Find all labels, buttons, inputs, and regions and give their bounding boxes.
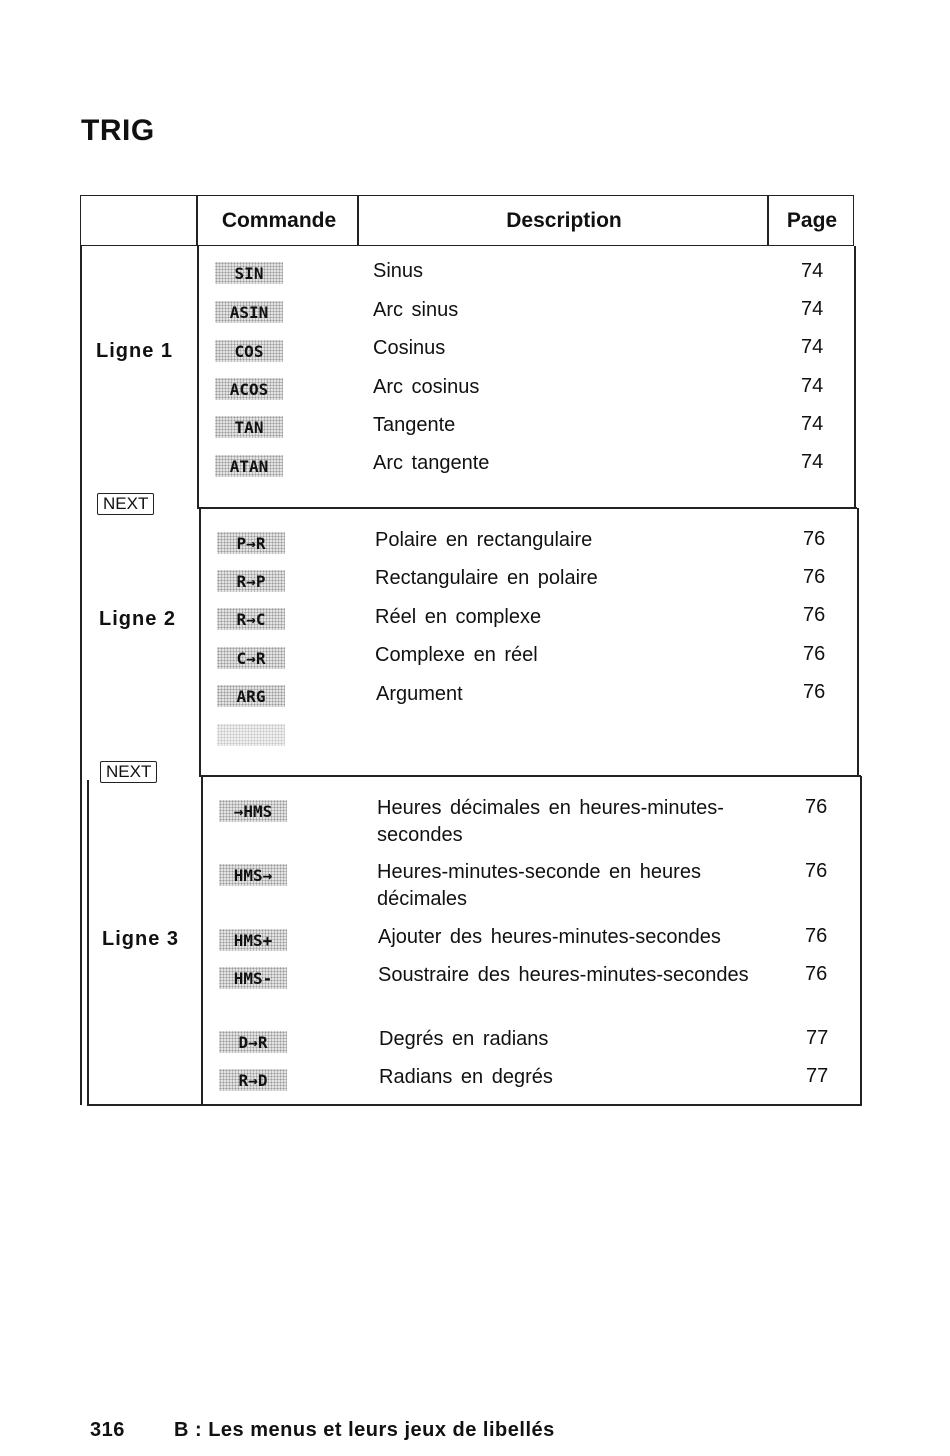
row-page: 77 [806,1027,829,1049]
table-right-border [857,508,859,776]
softkey-asin: ASIN [215,301,283,323]
row-page: 76 [805,963,828,985]
row-page: 77 [806,1065,829,1087]
table-right-border [860,776,862,1105]
softkey-d-to-r: D→R [219,1031,287,1053]
row-description: Complexe en réel [375,644,538,666]
softkey-atan: ATAN [215,455,283,477]
line-label-2: Ligne 2 [99,608,177,630]
row-description: Arc tangente [373,452,490,474]
row-page: 76 [803,604,826,626]
column-header-page: Page [786,208,838,232]
row-description: Tangente [373,414,456,436]
group-separator [197,507,857,509]
header-divider [767,195,769,246]
softkey-acos: ACOS [215,378,283,400]
row-page: 74 [801,375,824,397]
row-page: 74 [801,260,824,282]
softkey-hms-to: HMS→ [219,864,287,886]
softkey-r-to-d: R→D [219,1069,287,1091]
column-header-commande: Commande [221,208,337,232]
row-page: 76 [805,796,828,818]
page-footer [90,1419,555,1442]
row-page: 74 [801,336,824,358]
header-divider [357,195,359,246]
softkey-p-to-r: P→R [217,532,285,554]
softkey-cos: COS [215,340,283,362]
softkey-arg: ARG [217,685,285,707]
table-left-border-lower [87,780,89,1105]
line-label-1: Ligne 1 [96,340,174,362]
command-column-divider [197,246,199,508]
row-page: 76 [803,528,826,550]
softkey-hms-plus: HMS+ [219,929,287,951]
softkey-c-to-r: C→R [217,647,285,669]
line-label-3: Ligne 3 [102,928,180,950]
row-page: 76 [803,643,826,665]
softkey-blank [217,724,285,746]
softkey-r-to-c: R→C [217,608,285,630]
row-description: Heures décimales en heures-minutes-secondes [377,797,724,846]
header-divider [196,195,198,246]
row-page: 76 [805,860,828,882]
softkey-sin: SIN [215,262,283,284]
chapter-title: B : Les menus et leurs jeux de libellés [174,1419,555,1441]
row-description: Rectangulaire en polaire [375,567,598,589]
row-description: Radians en degrés [379,1066,553,1088]
row-description: Soustraire des heures-minutes-secondes [378,964,749,986]
command-column-divider [199,508,201,776]
page-number: 316 [90,1419,125,1441]
table-right-border [854,246,856,508]
row-page: 74 [801,451,824,473]
row-description: Polaire en rectangulaire [375,529,593,551]
row-description: Heures-minutes-seconde en heures décimales [377,861,701,910]
table-bottom-border [87,1104,862,1106]
command-column-divider [201,776,203,1105]
row-description: Réel en complexe [375,606,542,628]
column-header-description: Description [506,208,622,232]
group-separator [199,775,861,777]
row-description: Cosinus [373,337,446,359]
next-key: NEXT [97,493,154,515]
table-left-border [80,246,82,1105]
next-key: NEXT [100,761,157,783]
softkey-to-hms: →HMS [219,800,287,822]
row-page: 74 [801,413,824,435]
row-page: 76 [805,925,828,947]
row-description: Sinus [373,260,424,282]
row-page: 76 [803,681,826,703]
row-page: 74 [801,298,824,320]
section-title: TRIG [81,114,155,147]
softkey-r-to-p: R→P [217,570,285,592]
row-page: 76 [803,566,826,588]
row-description: Arc cosinus [373,376,480,398]
row-description: Argument [376,683,463,705]
row-description: Degrés en radians [379,1028,549,1050]
row-description: Ajouter des heures-minutes-secondes [378,926,721,948]
softkey-tan: TAN [215,416,283,438]
softkey-hms-minus: HMS- [219,967,287,989]
row-description: Arc sinus [373,299,459,321]
